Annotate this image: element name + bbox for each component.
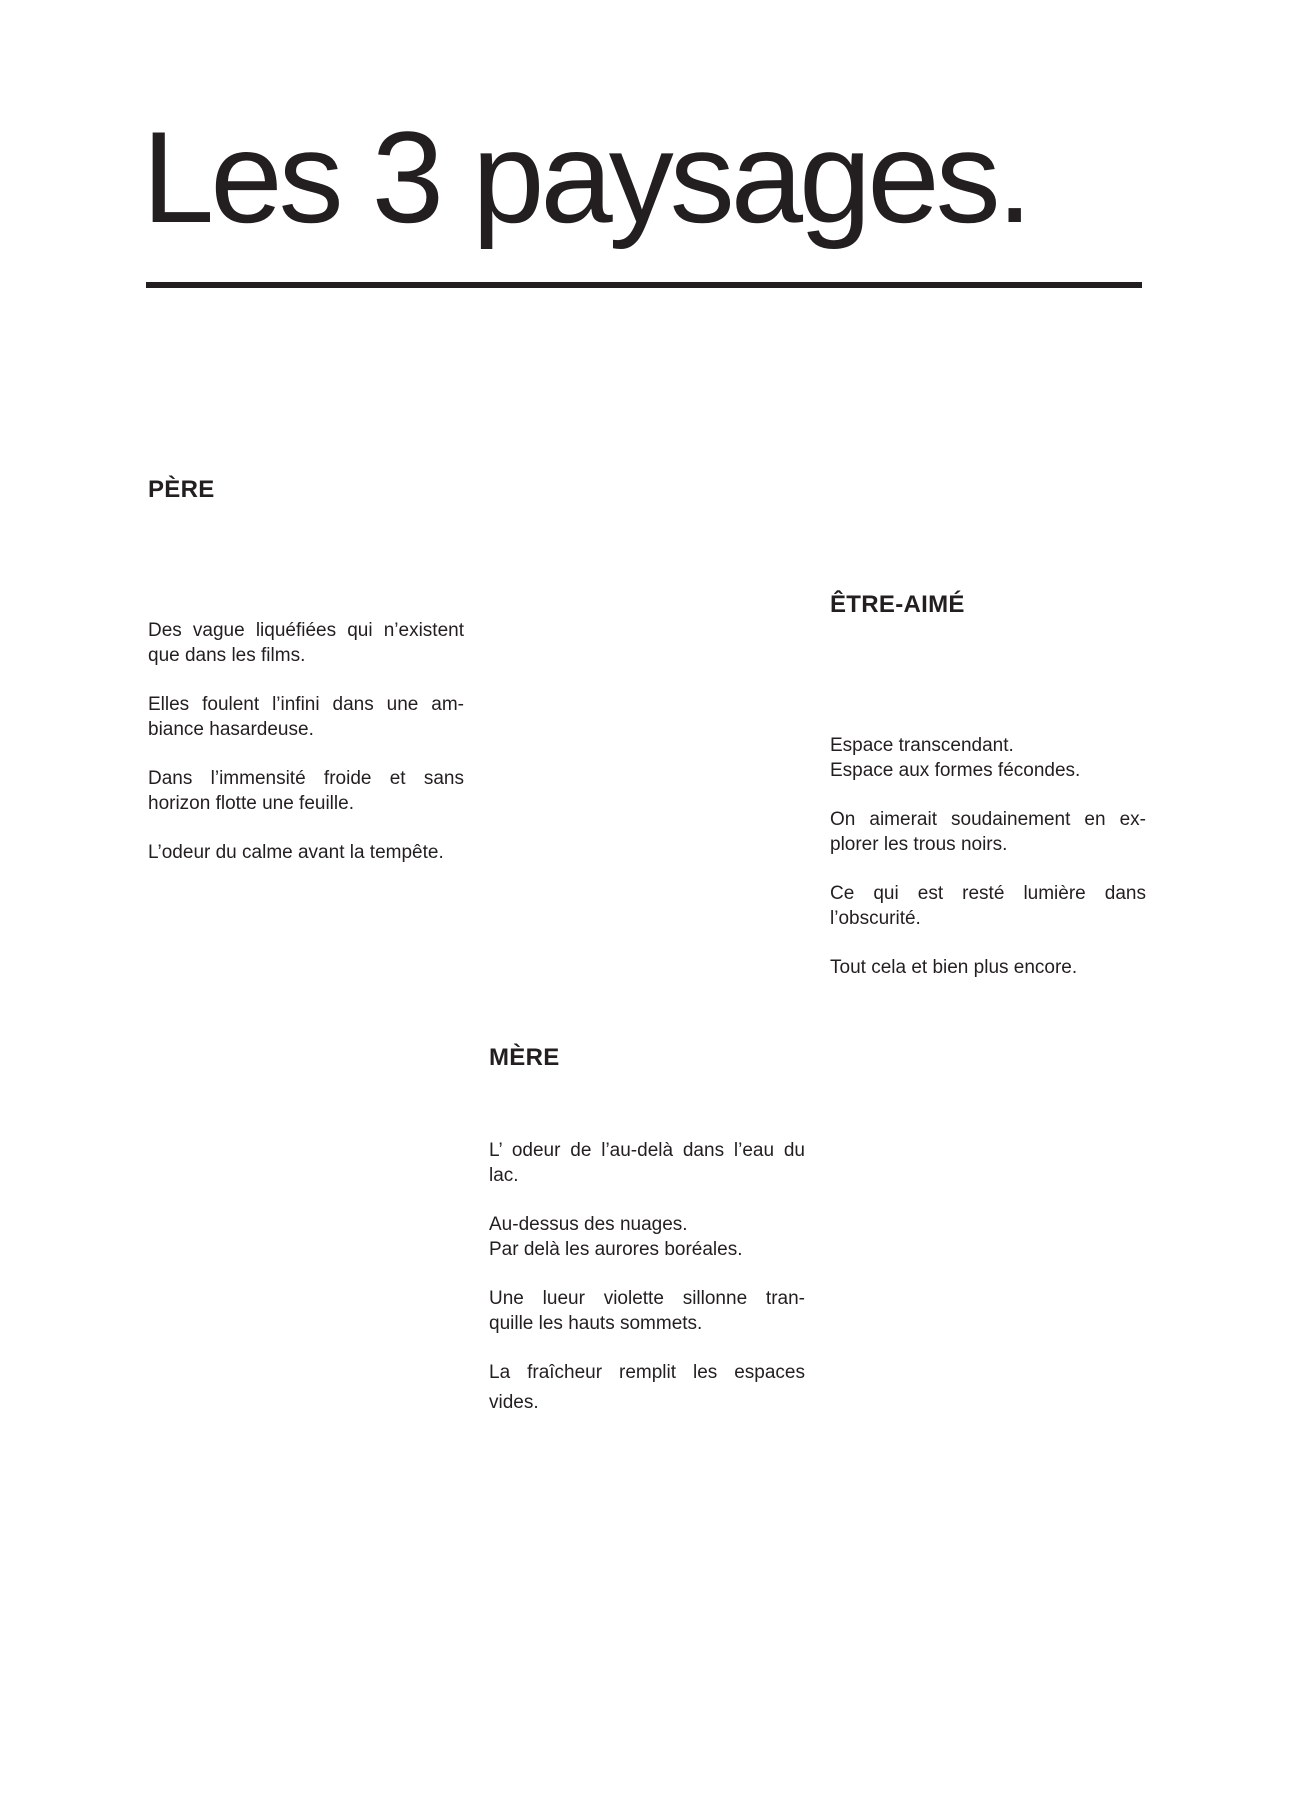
text-line: L’ odeur de l’au-delà dans l’eau du <box>489 1140 805 1161</box>
text-line: que dans les films. <box>148 645 306 666</box>
paragraph <box>148 766 464 816</box>
paragraph <box>489 1212 805 1262</box>
paragraph <box>489 1286 805 1336</box>
text-line: Tout cela et bien plus encore. <box>830 957 1078 978</box>
text-line: La fraîcheur remplit les espaces <box>489 1362 805 1383</box>
title-underline <box>146 282 1142 288</box>
text-line: Une lueur violette sillonne tran- <box>489 1288 805 1309</box>
section-heading-pere: PÈRE <box>148 476 215 503</box>
text-line: L’odeur du calme avant la tempête. <box>148 842 444 863</box>
section-mere <box>489 1044 805 1413</box>
text-line: horizon flotte une feuille. <box>148 793 354 814</box>
paragraph <box>148 692 464 742</box>
text-line: Au-dessus des nuages. <box>489 1214 688 1235</box>
text-line: Des vague liquéfiées qui n’existent <box>148 620 464 641</box>
paragraph <box>489 1138 805 1188</box>
section-heading-mere: MÈRE <box>489 1044 560 1071</box>
paragraph <box>830 807 1146 857</box>
paragraph <box>830 955 1146 980</box>
text-line: Ce qui est resté lumière dans <box>830 883 1146 904</box>
section-body-pere <box>148 618 464 889</box>
text-line: On aimerait soudainement en ex- <box>830 809 1146 830</box>
text-line: biance hasardeuse. <box>148 719 314 740</box>
text-line: Elles foulent l’infini dans une am- <box>148 694 464 715</box>
text-line: Espace transcendant. <box>830 735 1014 756</box>
text-line: Dans l’immensité froide et sans <box>148 768 464 789</box>
paragraph <box>148 840 464 865</box>
page-title: Les 3 paysages. <box>142 104 1029 250</box>
paragraph <box>489 1360 805 1415</box>
paragraph <box>830 733 1146 783</box>
text-line: Par delà les aurores boréales. <box>489 1239 743 1260</box>
paragraph <box>830 881 1146 931</box>
section-heading-etre-aime: ÊTRE-AIMÉ <box>830 591 965 618</box>
text-line: lac. <box>489 1165 519 1186</box>
text-line: l’obscurité. <box>830 908 921 929</box>
text-line: vides. <box>489 1392 539 1413</box>
text-line: quille les hauts sommets. <box>489 1313 703 1334</box>
text-line: Espace aux formes fécondes. <box>830 760 1081 781</box>
section-body-mere <box>489 1138 805 1439</box>
section-pere <box>148 476 464 863</box>
paragraph <box>148 618 464 668</box>
section-etre-aime <box>830 591 1146 978</box>
section-body-etre-aime <box>830 733 1146 1004</box>
text-line: plorer les trous noirs. <box>830 834 1008 855</box>
